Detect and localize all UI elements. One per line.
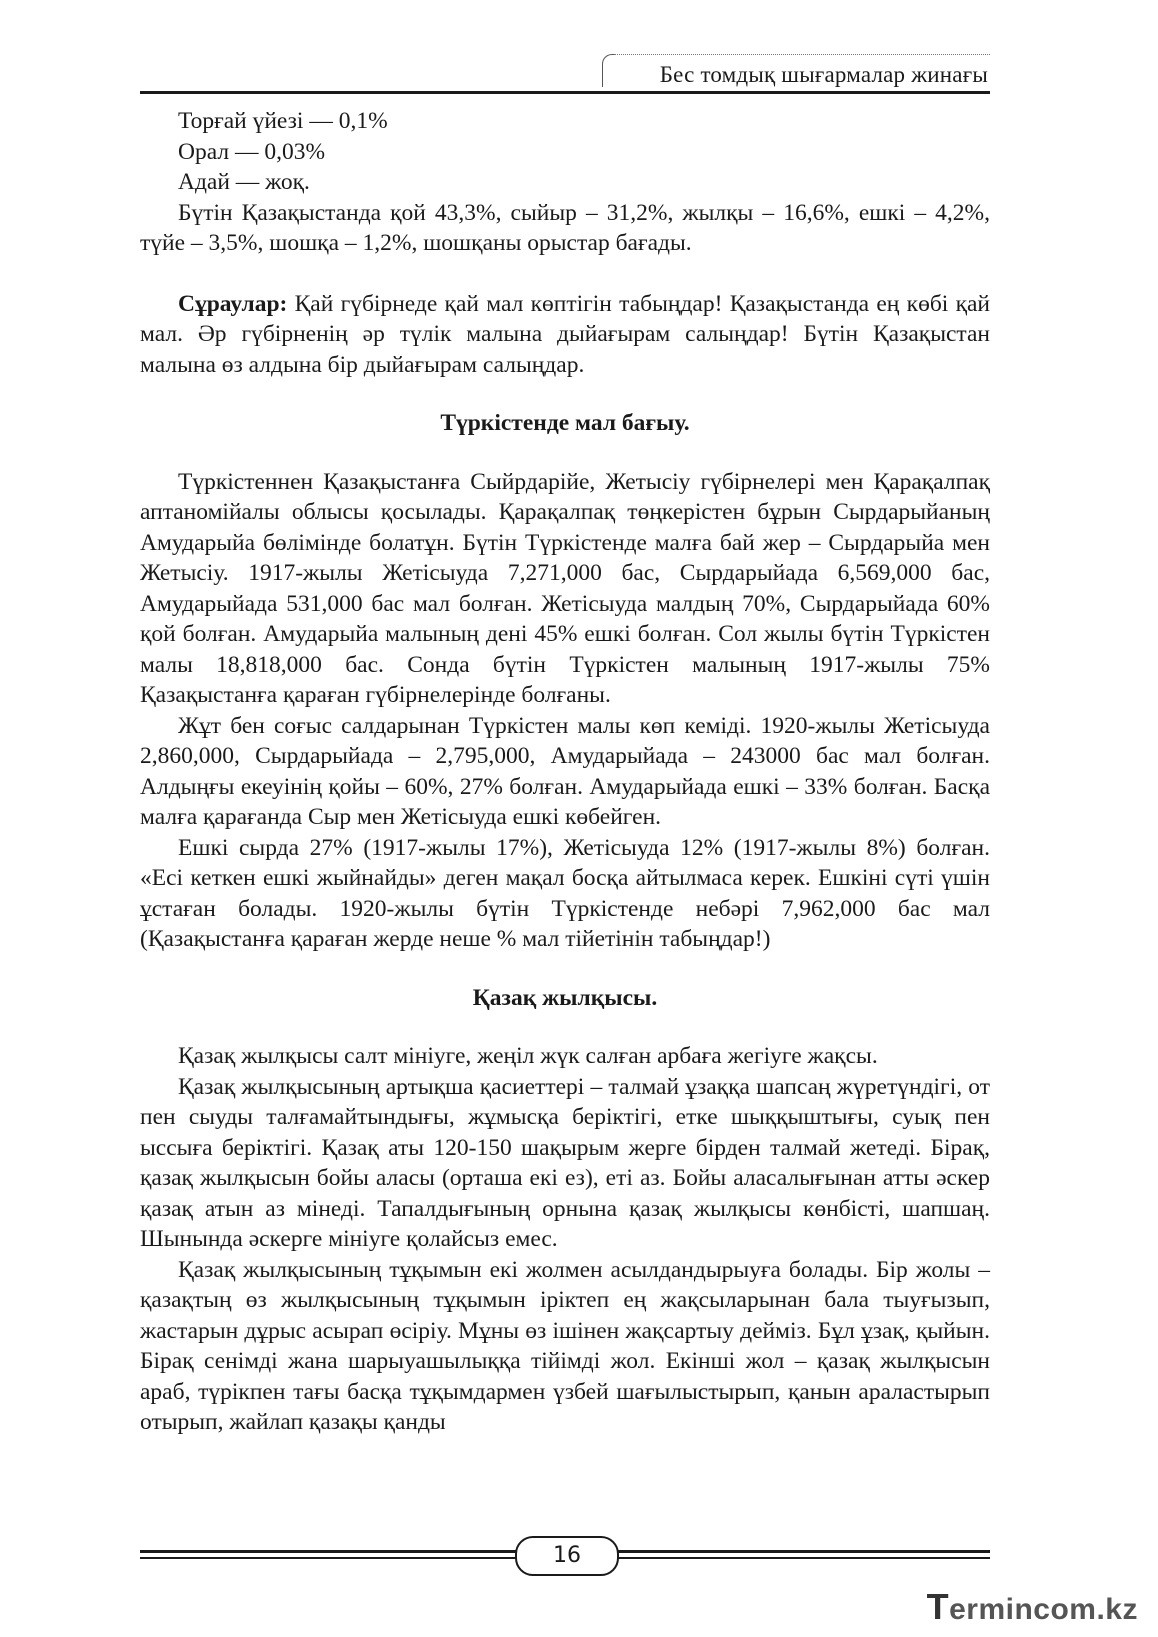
paragraph: Жұт бен соғыс салдарынан Түркістен малы көп кеміді. 1920-жылы Жетісыуда 2,860,000, Сырдарыйада – 2,795,000, Амударыйада – 243000 бас мал болған. Алдыңғы екеуінің қойы – 60%, 27% болған. Амударыйада ешкі – 33% болған. Басқа малға қарағанда Сыр мен Жетісыуда ешкі көбейген. — [140, 712, 990, 830]
questions-label: Сұраулар: — [178, 290, 288, 317]
section-heading-turkestan: Түркістенде мал бағыу. — [440, 410, 690, 436]
paragraph: Қазақ жылқысының артықша қасиеттері – талмай ұзаққа шапсаң жүретүндігі, от пен сыуды талғамайтындығы, жұмысқа беріктігі, етке шыққыштығы, суық пен ыссыға беріктігі. Қазақ аты 120-150 шақырым жерге бірден талмай жетеді. Бірақ, қазақ жылқысын бойы аласы (орташа екі ез), еті аз. Бойы аласалығынан атты әскер қазақ атын аз мінеді. Тапалдығының орнына қазақ жылқысы көнбісті, шапшаң. Шынында әскерге мініуге қолайсыз емес. — [140, 1073, 990, 1252]
questions-paragraph — [140, 289, 990, 381]
watermark-initial: T — [926, 1586, 950, 1627]
site-watermark — [927, 1586, 1138, 1628]
stat-line: Орал — 0,03% — [178, 138, 326, 165]
questions-text: Қай гүбірнеде қай мал көптігін табыңдар! Қазақыстанда ең көбі қай мал. Әр гүбірненің әр түлік малына дыйағырам салыңдар! Бүтін Қазақыстан малына өз алдына бір дыйағырам салыңдар. — [140, 290, 990, 378]
header-ornament — [602, 54, 615, 87]
header-title: Бес томдық шығармалар жинағы — [659, 62, 988, 87]
section-heading-horses: Қазақ жылқысы. — [472, 984, 658, 1011]
paragraph: Қазақ жылқысының тұқымын екі жолмен асылдандырыуға болады. Бір жолы – қазақтың өз жылқысының тұқымын іріктеп ең жақсыларынан бала тыуғызып, жастарын дұрыс асырап өсіріу. Мұны өз ішінен жақсартыу дейміз. Бұл ұзақ, қыйын. Бірақ сенімді жана шарыуашылыққа тійімді жол. Екінші жол – қазақ жылқысын араб, түрікпен тағы басқа тұқымдармен үзбей шағылыстырып, қанын араластырып отырып, жайлап қазақы қанды — [140, 1256, 990, 1435]
page-body — [140, 106, 990, 1438]
header-dotted-line — [614, 54, 990, 55]
paragraph: Түркістеннен Қазақыстанға Сыйрдарійе, Жетысіу гүбірнелері мен Қарақалпақ аптаномійалы облысы қосылады. Қарақалпақ төңкерістен бұрын Сырдарыйаның Амударыйа бөлімінде болатұн. Бүтін Түркістенде малға бай жер – Сырдарыйа мен Жетысіу. 1917-жылы Жетісыуда 7,271,000 бас, Сырдарыйада 6,569,000 бас, Амударыйада 531,000 бас мал болған. Жетісыуда малдың 70%, Сырдарыйада 60% қой болған. Амударыйа малының дені 45% ешкі болған. Сол жылы бүтін Түркістен малы 18,818,000 бас. Сонда бүтін Түркістен малының 1917-жылы 75% Қазақыстанға қараған гүбірнелерінде болғаны. — [140, 468, 990, 708]
watermark-text: ermincom.kz — [949, 1593, 1138, 1626]
page-footer — [140, 1536, 990, 1576]
summary-paragraph: Бүтін Қазақыстанда қой 43,3%, сыйыр – 31,2%, жылқы – 16,6%, ешкі – 4,2%, түйе – 3,5%, шошқа – 1,2%, шошқаны орыстар бағады. — [140, 199, 990, 256]
header-rule — [140, 91, 990, 94]
stat-line: Торғай үйезі — 0,1% — [178, 108, 388, 134]
stat-line: Адай — жоқ. — [178, 169, 310, 195]
paragraph: Ешкі сырда 27% (1917-жылы 17%), Жетісыуда 12% (1917-жылы 8%) болған. «Есі кеткен ешкі жыйнайды» деген мақал босқа айтылмаса керек. Ешкіні сүті үшін ұстаған болады. 1920-жылы бүтін Түркістенде небәрі 7,962,000 бас мал (Қазақыстанға қараған жерде неше % мал тійетінін табыңдар!) — [140, 834, 990, 952]
paragraph: Қазақ жылқысы салт мініуге, жеңіл жүк салған арбаға жегіуге жақсы. — [178, 1043, 878, 1069]
page-number: 16 — [515, 1536, 619, 1576]
running-header — [140, 50, 990, 94]
